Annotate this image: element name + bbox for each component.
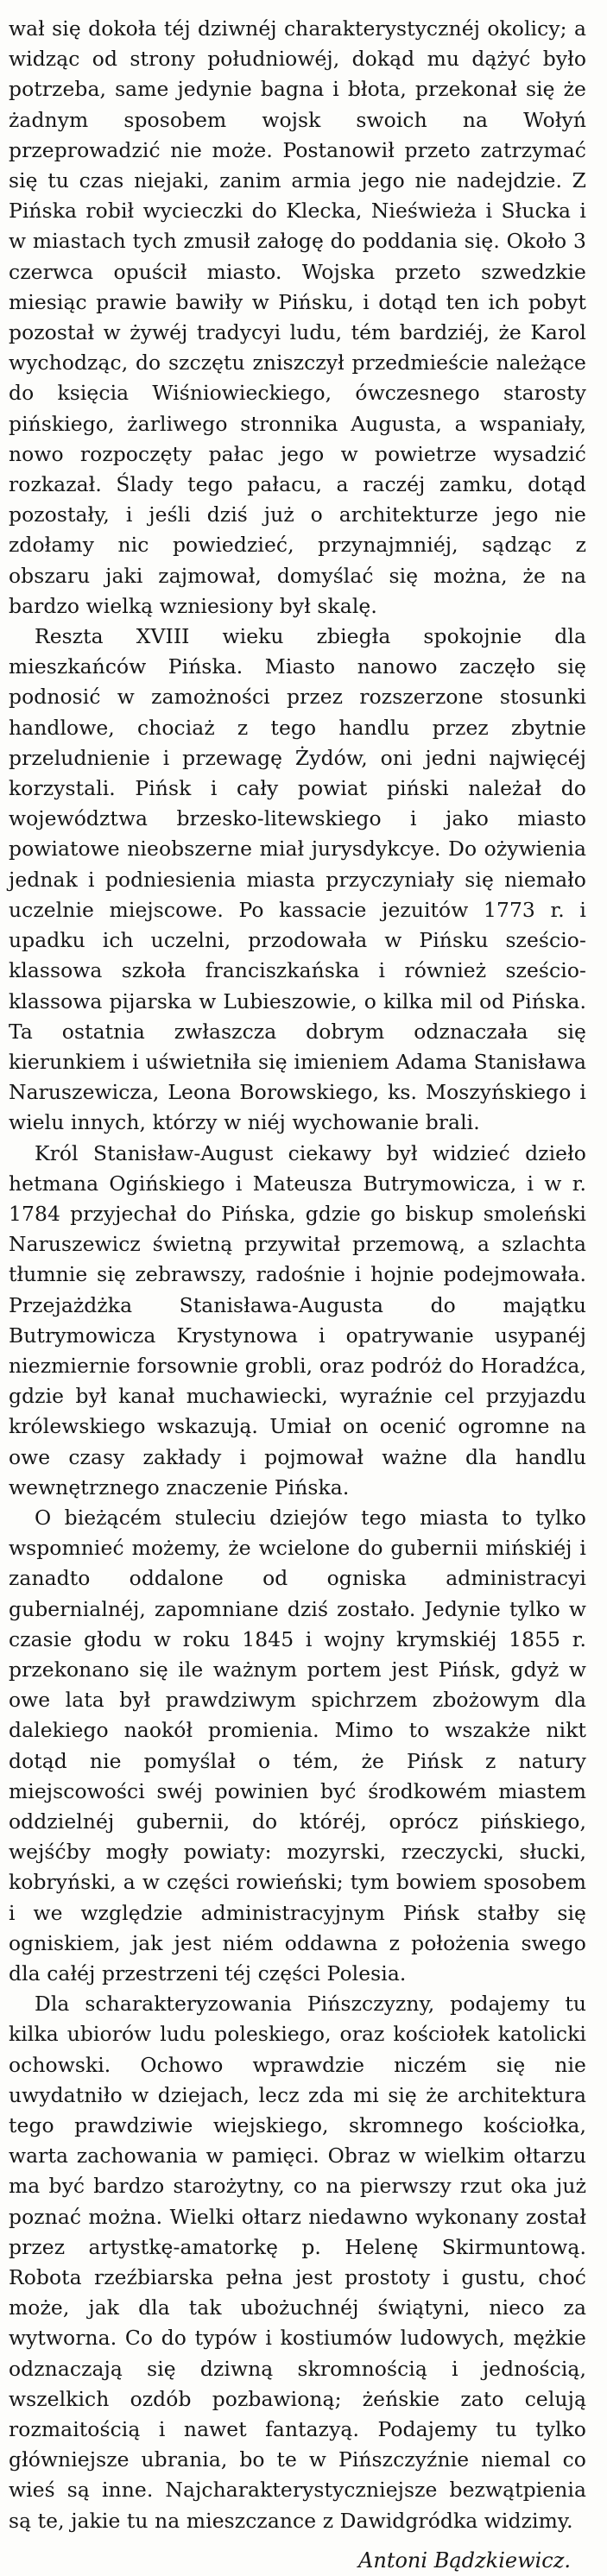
paragraph-3: Król Stanisław-August ciekawy był widzieć dzieło hetmana Ogińskiego i Mateusza Butrymowicza, i w r. 1784 przyjechał do Pińska, gdzie go biskup smoleński Naruszewicz świetną przywitał przemową, a szlachta tłumnie się zebrawszy, radośnie i hojnie podejmowała. Przejażdżka Stanisława-Augusta do majątku Butrymowicza Krystynowa i opatrywanie usypanéj niezmiernie forsownie grobli, oraz podróż do Horadźca, gdzie był kanał muchawiecki, wyraźnie cel przyjazdu królewskiego wskazują. Umiał on ocenić ogromne na owe czasy zakłady i pojmował ważne dla handlu wewnętrznego znaczenie Pińska. xyxy=(9,1140,586,1500)
paragraph-5: Dla scharakteryzowania Pińszczyzny, podajemy tu kilka ubiorów ludu poleskiego, oraz kościołek katolicki ochowski. Ochowo wprawdzie niczém się nie uwydatniło w dziejach, lecz zda mi się że architektura tego prawdziwie wiejskiego, skromnego kościołka, warta zachowania w pamięci. Obraz w wielkim ołtarzu ma być bardzo starożytny, co na pierwszy rzut oka już poznać można. Wielki ołtarz niedawno wykonany został przez artystkę-amatorkę p. Helenę Skirmuntową. Robota rzeźbiarska pełna jest prostoty i gustu, choć może, jak dla tak ubożuchnéj świątyni, nieco za wytworna. Co do typów i kostiumów ludowych, mężkie odznaczają się dziwną skromnością i jednością, wszelkich ozdób pozbawioną; żeńskie zato celują rozmaitością i nawet fantazyą. Podajemy tu tylko główniejsze ubrania, bo te w Pińszczyźnie niemal co wieś są inne. Najcharakterystyczniejsze bezwątpienia są te, jakie tu na mieszczance z Dawidgródka widzimy. xyxy=(9,1992,586,2533)
paragraph-1: wał się dokoła téj dziwnéj charakterystycznéj okolicy; a widząc od strony południowéj, dokąd mu dążyć było potrzeba, same jedynie bagna i błota, przekonał się że żadnym sposobem wojsk swoich na Wołyń przeprowadzić nie może. Postanowił przeto zatrzymać się tu czas niejaki, zanim armia jego nie nadejdzie. Z Pińska robił wycieczki do Klecka, Nieświeża i Słucka i w miastach tych zmusił załogę do poddania się. Około 3 czerwca opuścił miasto. Wojska przeto szwedzkie miesiąc prawie bawiły w Pińsku, i dotąd ten ich pobyt pozostał w żywéj tradycyi ludu, tém bardziéj, że Karol wychodząc, do szczętu zniszczył przedmieście należące do księcia Wiśniowieckiego, ówczesnego starosty pińskiego, żarliwego stronnika Augusta, a wspaniały, nowo rozpoczęty pałac jego w powietrze wysadzić rozkazał. Ślady tego pałacu, a raczéj zamku, dotąd pozostały, i jeśli dziś już o architekturze jego nie zdołamy nic powiedzieć, przynajmniéj, sądząc z obszaru jaki zajmował, domyślać się można, że na bardzo wielką wzniesiony był skalę. xyxy=(9,16,586,618)
paragraph-4: O bieżącém stuleciu dziejów tego miasta to tylko wspomnieć możemy, że wcielone do gubernii mińskiéj i zanadto oddalone od ogniska administracyi gubernialnéj, zapomniane dziś zostało. Jedynie tylko w czasie głodu w roku 1845 i wojny krymskiéj 1855 r. przekonano się ile ważnym portem jest Pińsk, gdyż w owe lata był prawdziwym spichrzem zbożowym dla dalekiego naokół promienia. Mimo to wszakże nikt dotąd nie pomyślał o tém, że Pińsk z natury miejscowości swéj powinien być środkowém miastem oddzielnéj gubernii, do któréj, oprócz pińskiego, wejśćby mogły powiaty: mozyrski, rzeczycki, słucki, kobryński, a w części rowieński; tym bowiem sposobem i we względzie administracyjnym Pińsk stałby się ogniskiem, jak jest niém oddawna z położenia swego dla całéj przestrzeni téj części Polesia. xyxy=(9,1505,586,1986)
paragraph-2: Reszta XVIII wieku zbiegła spokojnie dla mieszkańców Pińska. Miasto nanowo zaczęło się podnosić w zamożności przez rozszerzone stosunki handlowe, chociaż z tego handlu przez zbytnie przeludnienie i przewagę Żydów, oni jedni najwięcéj korzystali. Pińsk i cały powiat piński należał do województwa brzesko-litewskiego i jako miasto powiatowe nieobszerne miał jurysdykcye. Do ożywienia jednak i podniesienia miasta przyczyniały się niemało uczelnie miejscowe. Po kassacie jezuitów 1773 r. i upadku ich uczelni, przodowała w Pińsku sześcio-klassowa szkoła franciszkańska i również sześcio-klassowa pijarska w Lubieszowie, o kilka mil od Pińska. Ta ostatnia zwłaszcza dobrym odznaczała się kierunkiem i uświetniła się imieniem Adama Stanisława Naruszewicza, Leona Borowskiego, ks. Moszyńskiego i wielu innych, którzy w niéj wychowanie brali. xyxy=(9,624,586,1135)
author-signature: Antoni Bądzkiewicz. xyxy=(358,2548,571,2573)
